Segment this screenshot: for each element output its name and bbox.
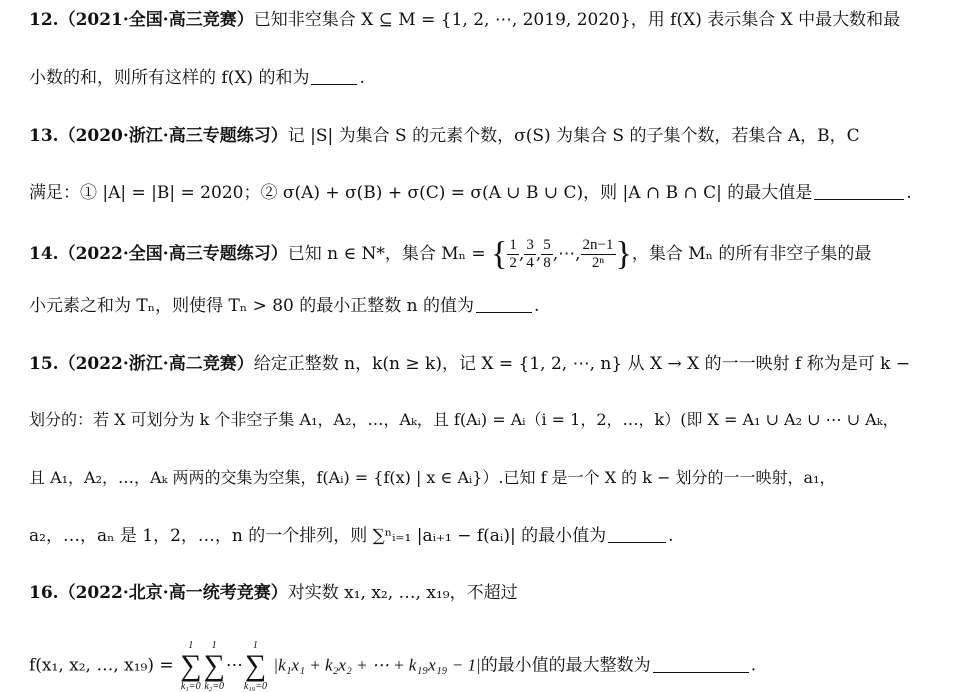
problem-12-text-1: 已知非空集合 X ⊆ M = {1, 2, ⋯, 2019, 2020}，用 f(X) 表示集合 X 中最大数和最: [253, 10, 901, 30]
problem-15-line-2: [29, 408, 963, 432]
problem-12-line-2: [29, 66, 963, 90]
sum-symbol: 1 ∑ k₁=0: [180, 640, 202, 692]
problem-13-text-1: 记 |S| 为集合 S 的元素个数，σ(S) 为集合 S 的子集个数，若集合 A，B，C: [287, 126, 860, 146]
left-brace: {: [491, 235, 508, 273]
problem-15-line-3: [29, 466, 963, 490]
answer-blank-16[interactable]: [653, 656, 749, 673]
problem-14-prefix: 已知 n ∈ N*，集合 Mₙ =: [287, 244, 486, 264]
problem-16-line-1: [29, 581, 963, 605]
period: .: [750, 655, 757, 676]
period: .: [668, 526, 674, 546]
problem-13-line-1: [29, 124, 963, 148]
problem-12-line-1: [29, 8, 963, 32]
problem-16-label: 16.（2022·北京·高一统考竞赛）: [29, 583, 288, 603]
problem-13-label: 13.（2020·浙江·高三专题练习）: [29, 126, 288, 146]
problem-15-text-3: 且 A₁，A₂，…，Aₖ 两两的交集为空集，f(Aᵢ) = {f(x) | x ∈ Aᵢ}）.已知 f 是一个 X 的 k − 划分的一一映射，a₁，: [29, 468, 836, 487]
problem-16-prefix: f(x₁, x₂, …, x₁₉) =: [29, 655, 174, 676]
problem-12-text-2: 小数的和，则所有这样的 f(X) 的和为: [29, 68, 310, 88]
sum-symbol: 1 ∑ k₁₉=0: [243, 640, 267, 692]
problem-14-text-2: 小元素之和为 Tₙ，则使得 Tₙ > 80 的最小正整数 n 的值为: [29, 296, 475, 316]
problem-13-line-2: [29, 181, 963, 205]
fraction: $\frac{3}{4}$: [526, 237, 534, 271]
problem-16-suffix: 的最小值的最大整数为: [480, 655, 651, 676]
answer-blank-14[interactable]: [476, 296, 532, 313]
answer-blank-13[interactable]: [814, 183, 904, 200]
sum-symbol: 1 ∑ k₂=0: [203, 640, 225, 692]
problem-15-text-2: 划分的：若 X 可划分为 k 个非空子集 A₁，A₂，…，Aₖ，且 f(Aᵢ) = Aᵢ（i = 1，2，…，k）(即 X = A₁ ∪ A₂ ∪ ⋯ ∪ Aₖ，: [29, 410, 899, 429]
problem-16-line-2: [29, 640, 963, 692]
period: .: [534, 296, 540, 316]
problem-15-line-4: [29, 524, 963, 548]
answer-blank-15[interactable]: [608, 526, 666, 543]
problem-15-label: 15.（2022·浙江·高二竞赛）: [29, 354, 254, 374]
fraction: $\frac{1}{2}$: [509, 237, 517, 271]
problem-15-line-1: [29, 352, 963, 376]
answer-blank-12[interactable]: [311, 68, 357, 85]
problem-14-line-2: [29, 294, 963, 318]
period: .: [359, 68, 365, 88]
problem-15-text-4: a₂，…，aₙ 是 1，2，…，n 的一个排列，则 ∑ⁿᵢ₌₁ |aᵢ₊₁ − f(aᵢ)| 的最小值为: [29, 526, 607, 546]
abs-expression: |k₁x₁ + k₂x₂ + ⋯ + k₁₉x₁₉ − 1|: [273, 655, 481, 675]
sum-dots: ⋯: [225, 655, 243, 676]
problem-15-text-1: 给定正整数 n，k(n ≥ k)，记 X = {1, 2, ⋯, n} 从 X → X 的一一映射 f 称为是可 k −: [253, 354, 911, 374]
problem-14-line-1: 14.（2022·全国·高三专题练习）已知 n ∈ N*，集合 Mₙ = { $\frac{1}{2}$ , $\frac{3}{4}$ , $\frac{5}{8}$ ,⋯, $\frac{2n-1}{\text{2ⁿ}}$ }，集合 Mₙ 的所有非空子集的最: [29, 235, 872, 273]
right-brace: }: [615, 235, 632, 273]
period: .: [906, 183, 912, 203]
fraction: $\frac{5}{8}$: [543, 237, 551, 271]
problem-14-label: 14.（2022·全国·高三专题练习）: [29, 244, 288, 264]
problem-16-text-1: 对实数 x₁, x₂, …, x₁₉，不超过: [287, 583, 518, 603]
problem-12-label: 12.（2021·全国·高三竞赛）: [29, 10, 254, 30]
fraction: $\frac{2n-1}{\text{2ⁿ}}$: [582, 237, 614, 271]
problem-13-text-2: 满足：① |A| = |B| = 2020；② σ(A) + σ(B) + σ(C) = σ(A ∪ B ∪ C)，则 |A ∩ B ∩ C| 的最大值是: [29, 183, 813, 203]
problem-14-suffix: ，集合 Mₙ 的所有非空子集的最: [631, 244, 872, 264]
